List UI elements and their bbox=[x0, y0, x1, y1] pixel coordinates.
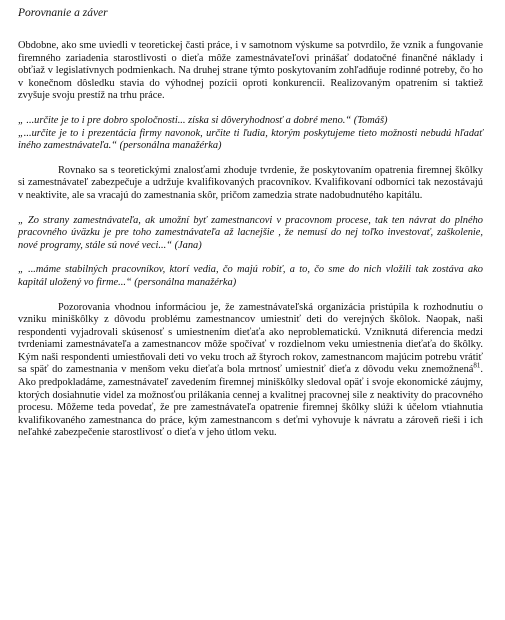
quote-block-3 bbox=[18, 264, 483, 289]
quote-personnel-manager-1: „...určite je to i prezentácia firmy navonok, určite ti ľudia, ktorým poskytujeme tieto možnosti nebudú hľadať iného zamestnávateľa.“ (personálna manažérka) bbox=[18, 127, 483, 152]
section-title: Porovnanie a záver bbox=[18, 7, 108, 19]
quote-block-2 bbox=[18, 215, 483, 253]
quote-personnel-manager-2: „ ...máme stabilných pracovníkov, ktorí vedia, čo majú robiť, a to, čo sme do nich vložili tak zostáva ako kapitál uložený vo firme...“ (personálna manažérka) bbox=[18, 264, 483, 288]
paragraph-observations-continued: . Ako predpokladáme, zamestnávateľ zavedením firemnej miniškôlky sledoval opäť i svoje ekonomické záujmy, ktorých dosiahnutie videl za možnosťou prilákania cennej a kvalitnej pracovnej sile z neaktivity do pracovného procesu. Môžeme teda povedať, že pre zamestnávateľa opatrenie firemnej škôlky slúži k účelom vtiahnutia kvalifikovaného zamestnanca do práce, kým zamestnancom s deťmi vyhovuje k návratu a zároveň rieši i ich neľahké zabezpečenie starostlivosť o dieťa v jeho útlom veku. bbox=[18, 364, 483, 439]
paragraph-observations-text: Pozorovania vhodnou informáciou je, že zamestnávateľská organizácia pristúpila k rozhodnutiu o vzniku miniškôlky z dôvodu problému zamestnancov umiestniť deti do verejných škôlok. Naopak, naši respondenti vyjadrovali skúsenosť s umiestnením dieťaťa ako neproblematickú. Vzniknutá diferencia medzi tvrdeniami zamestnávateľa a zamestnancov môže spočívať v rozdielnom veku umiestnenia dieťaťa do škôlky. Kým naši respondenti umiestňovali deti vo veku troch až štyroch rokov, zamestnancom majúcim potrebu vrátiť sa späť do zamestnania v menšom veku dieťaťa bola mrtnosť umiestniť dieťa z dôvodu veku znemožnená bbox=[18, 301, 483, 376]
paragraph-intro: Obdobne, ako sme uviedli v teoretickej časti práce, i v samotnom výskume sa potvrdilo, že vznik a fungovanie firemného zariadenia starostlivosti o dieťa môže zamestnávateľovi prinášať dodatočné finančné náklady i obťiaž v legislatívnych podmienkach. Na druhej strane týmto poskytovaním zohľadňuje rodinné potreby, čo ho v konečnom dôsledku stavia do výhodnej pozícii oproti konkurencii. Realizovaným opatrením si taktiež zvyšuje svoju prestíž na trhu práce. bbox=[18, 40, 483, 102]
quote-block-1 bbox=[18, 115, 483, 153]
quote-tomas: „ ...určite je to i pre dobro spoločnosti... získa si dôveryhodnosť a dobré meno.“ (Tomáš) bbox=[18, 114, 388, 126]
footnote-marker: 81 bbox=[473, 362, 481, 370]
paragraph-observations bbox=[18, 302, 483, 441]
quote-jana: „ Zo strany zamestnávateľa, ak umožní byť zamestnancovi v pracovnom procese, tak ten návrat do plného pracovného úväzku je pre toho zamestnávateľa až lacnejšie , že nemusí do nej toľko investovať, zaškolenie, nové programy, stále sú nové veci...“ (Jana) bbox=[18, 214, 483, 251]
paragraph-qualified-staff: Rovnako sa s teoretickými znalosťami zhoduje tvrdenie, že poskytovaním opatrenia firemnej škôlky si zamestnávateľ zabezpečuje a udržuje kvalifikovaných pracovníkov. Kvalifikovaní odborníci tak nezostávajú v neaktivite, ale sa vracajú do zamestnania skôr, pričom zamedzia strate nadobudnutého kapitálu. bbox=[18, 164, 483, 201]
